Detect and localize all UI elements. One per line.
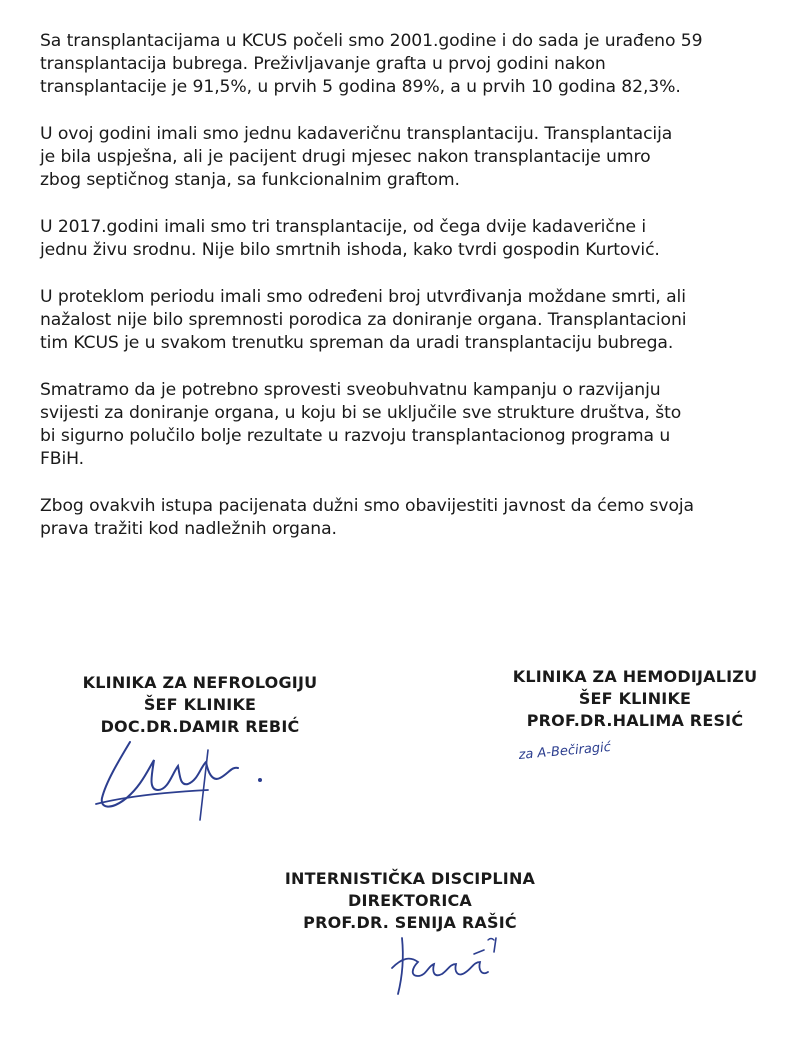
signatory-internal-medicine <box>260 868 560 934</box>
signatory-org: KLINIKA ZA NEFROLOGIJU <box>82 673 318 692</box>
signatory-org: KLINIKA ZA HEMODIJALIZU <box>512 667 758 686</box>
paragraph-this-year: U ovoj godini imali smo jednu kadaveričnu transplantaciju. Transplantacija je bila uspješna, ali je pacijent drugi mjesec nakon transplantacije umro zbog septičnog stanja, sa funkcionalnim graftom. <box>40 124 673 190</box>
signatory-role: ŠEF KLINIKE <box>578 689 692 708</box>
signatory-name: DOC.DR.DAMIR REBIĆ <box>100 717 300 736</box>
handwritten-signature-rebic <box>88 730 278 825</box>
paragraph-brain-death: U proteklom periodu imali smo određeni broj utvrđivanja moždane smrti, ali nažalost nije bilo spremnosti porodica za doniranje organa. Transplantacioni tim KCUS je u svakom trenutku spreman da uradi transplantaciju bubrega. <box>40 287 687 353</box>
signatory-hemodialysis <box>490 666 780 732</box>
signatory-org: INTERNISTIČKA DISCIPLINA <box>284 869 536 888</box>
signatory-role: ŠEF KLINIKE <box>143 695 257 714</box>
handwritten-signature-rasic <box>388 928 508 1000</box>
paragraph-transplant-history: Sa transplantacijama u KCUS počeli smo 2001.godine i do sada je urađeno 59 transplantacija bubrega. Preživljavanje grafta u prvoj godini nakon transplantacije je 91,5%, u prvih 5 godina 89%, a u prvih 10 godina 82,3%. <box>40 31 703 97</box>
signatory-name: PROF.DR. SENIJA RAŠIĆ <box>303 913 517 932</box>
signatory-nephrology <box>60 672 340 738</box>
signatory-name: PROF.DR.HALIMA RESIĆ <box>526 711 744 730</box>
signatory-role: DIREKTORICA <box>348 891 472 910</box>
paragraph-2017: U 2017.godini imali smo tri transplantacije, od čega dvije kadaverične i jednu živu srodnu. Nije bilo smrtnih ishoda, kako tvrdi gospodin Kurtović. <box>40 217 660 260</box>
handwritten-note-for <box>518 739 698 778</box>
letter-body <box>40 30 770 565</box>
handwritten-note-text: za A-Bečiragić <box>518 739 612 763</box>
paragraph-conclusion: Zbog ovakvih istupa pacijenata dužni smo obavijestiti javnost da ćemo svoja prava tražiti kod nadležnih organa. <box>40 496 694 539</box>
paragraph-campaign: Smatramo da je potrebno sprovesti sveobuhvatnu kampanju o razvijanju svijesti za doniranje organa, u koju bi se uključile sve strukture društva, što bi sigurno polučilo bolje rezultate u razvoju transplantacionog programa u FBiH. <box>40 380 682 469</box>
